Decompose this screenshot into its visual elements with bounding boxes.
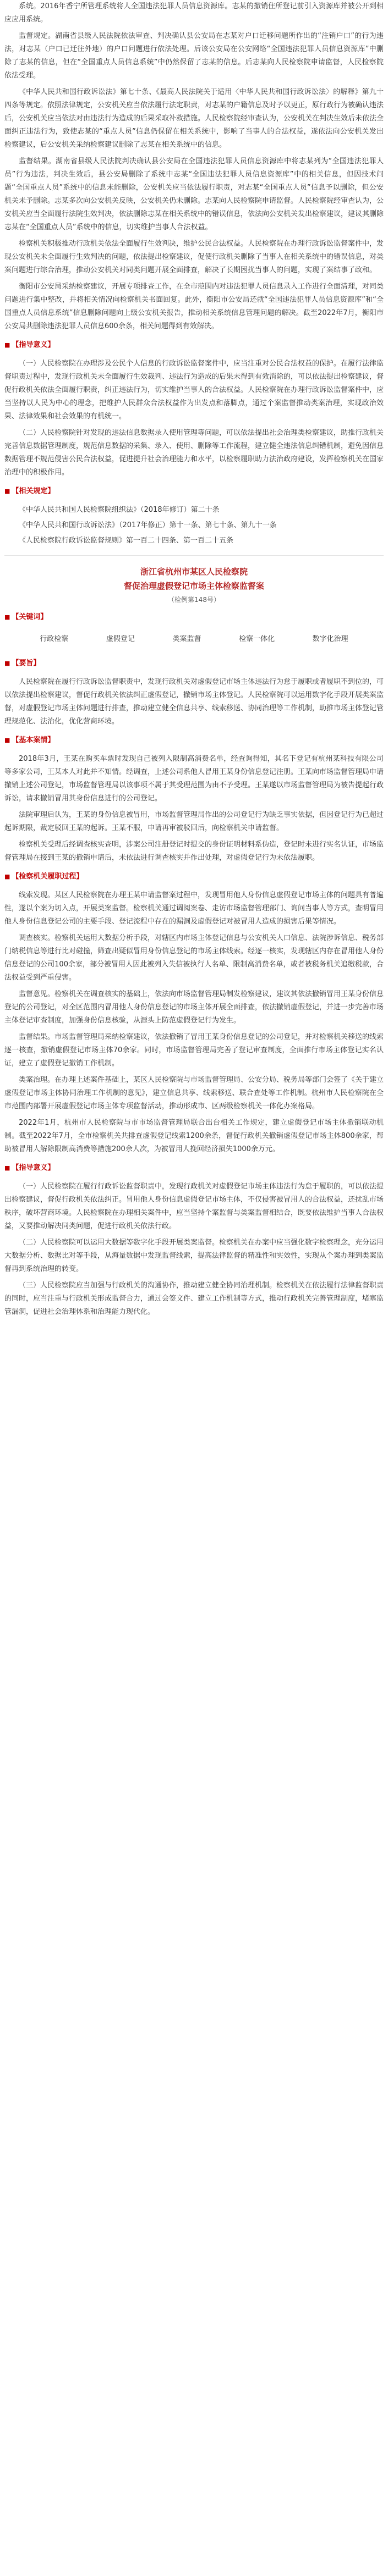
- case2-section: [4, 566, 384, 1319]
- case2-guide-heading: ■ 【指导意义】: [4, 1162, 384, 1175]
- section-marker-icon: ■: [4, 341, 10, 349]
- section-marker-icon: ■: [4, 660, 10, 667]
- section-marker-icon: ■: [4, 613, 10, 621]
- case1-guide-body: [4, 357, 384, 479]
- paragraph: 《中华人民共和国行政诉讼法》（2017年修正）第十一条、第七十条、第九十一条: [19, 521, 277, 529]
- paragraph: 监督结果。湖南省县级人民法院判决确认县公安局在全国违法犯罪人员信息资源库中将志某列为“全国违法犯罪人员”行为违法，判决生效后，县公安局删除了系统中志某“全国违法犯罪人员信息资源库”中的相关信息，但因技术问题“全国重点人员”系统中的信息未能删除，公安机关应当依法履行职责，对志某“全国重点人员”信息予以删除，但公安机关未予删除。志某多次向公安机关反映，公安机关仍未删除。志某向人民检察院申请监督。人民检察院经审查认为，公安机关应当全面履行法院生效判决，依法删除志某在相关系统中的错误信息，依法向公安机关发出检察建议，建议其删除志某在“全国重点人员”系统中的信息，切实维护当事人合法权益。: [4, 157, 384, 231]
- paragraph: （一）人民检察院在办理涉及公民个人信息的行政诉讼监督案件中，应当注重对公民合法权益的保护。在履行法律监督职责过程中，发现行政机关未全面履行生效裁判、违法行为造成的后果未得到有效消除的，可以依法提出检察建议，督促行政机关依法全面履行职责，纠正违法行为，切实维护当事人的合法权益。人民检察院在办理行政诉讼监督案件中，应当坚持以人民为中心的理念，把维护人民群众合法权益作为出发点和落脚点，通过个案监督推动类案治理，实现政治效果、法律效果和社会效果的有机统一。: [4, 360, 384, 421]
- section-marker-icon: ■: [4, 873, 10, 880]
- paragraph: 监督规定。湖南省县级人民法院依法审查、判决确认县公安局在志某对户口迁移问题所作出的“注销户口”的行为违法，对志某（户口已迁往外地）的户口问题进行依法处理。后该公安局在公安网络“全国违法犯罪人员信息资源库”中删除了志某的信息，但在“全国重点人员信息系统”中仍然保留了志某的信息。后志某向人民检察院申请监督，人民检察院依法受理。: [4, 32, 384, 80]
- case1-law-list: [4, 504, 384, 548]
- paragraph: 监督结果。市场监督管理局采纳检察建议，依法撤销了冒用王某身份信息登记的公司登记，并对检察机关移送的线索逐一核查，撤销虚假登记市场主体70余家。同时，市场监督管理局完善了登记审查制度，全面推行市场主体登记实名认证，建立了虚假登记撤销工作机制。: [4, 1033, 384, 1068]
- paragraph: 监督意见。检察机关在调查核实的基础上，依法向市场监督管理局制发检察建议，建议其依法撤销冒用王某身份信息登记的公司登记，对全区范围内冒用他人身份信息登记的市场主体开展全面排查，依法撤销虚假登记，并进一步完善市场主体登记审查制度，加强身份信息核验，从源头上防范虚假登记行为发生。: [4, 990, 384, 1025]
- paragraph: 2018年3月，王某在购买车票时发现自己被列入限制高消费名单，经查询得知，其名下登记有杭州某科技有限公司等多家公司，王某本人对此并不知情。经调查，上述公司系他人冒用王某身份信息登记注册。王某向市场监督管理局申请撤销上述公司登记，市场监督管理局以该事项不属于其受理范围为由不予受理。王某遂以市场监督管理局为被告提起行政诉讼，请求撤销冒用其身份信息进行的公司登记。: [4, 755, 384, 803]
- keyword: 检察一体化: [239, 635, 275, 643]
- case1-law-heading: ■ 【相关规定】: [4, 485, 384, 498]
- paragraph: 《人民检察院行政诉讼监督规则》第一百二十四条、第一百二十五条: [19, 537, 234, 545]
- paragraph: （三）人民检察院应当加强与行政机关的沟通协作，推动建立健全协同治理机制。检察机关在依法履行法律监督职责的同时，应当注重与行政机关形成监督合力，通过会签文件、建立工作机制等方式，推动行政机关完善管理制度，堵塞监管漏洞，促进社会治理体系和治理能力现代化。: [4, 1281, 384, 1316]
- paragraph: 法院审理后认为，王某的身份信息被冒用，市场监督管理局作出的公司登记行为缺乏事实依据，但因登记行为已超过起诉期限，裁定驳回王某的起诉。王某不服，申请再审被驳回后，向检察机关申请监督。: [4, 811, 384, 832]
- keyword: 类案监督: [172, 635, 201, 643]
- paragraph: 《中华人民共和国行政诉讼法》第七十条、《最高人民法院关于适用〈中华人民共和国行政诉讼法〉的解释》第九十四条等规定。依照法律规定，公安机关应当依法履行法定职责，对志某的户籍信息及时予以更正，原行政行为被确认违法后，公安机关应当依法对由违法行为造成的后果采取补救措施。人民检察院经审查认为，公安机关在判决生效后未依法全面纠正违法行为，致使志某的“重点人员”信息仍保留在相关系统中，影响了当事人的合法权益，遂依法向公安机关发出检察建议，后公安机关采纳检察建议删除了志某在相关系统中的信息。: [4, 88, 384, 149]
- paragraph: 2022年1月，杭州市人民检察院与市市场监督管理局联合出台相关工作规定，建立虚假登记市场主体撤销联动机制。截至2022年7月，全市检察机关共排查虚假登记线索1200余条，督促行政机关撤销虚假登记市场主体800余家，帮助被冒用人解除限制高消费等措施200余人次，为被冒用人挽回经济损失1000余万元。: [4, 1119, 384, 1153]
- case2-subtitle: 督促治理虚假登记市场主体检察监督案: [123, 581, 264, 591]
- case2-facts-heading: ■ 【基本案情】: [4, 734, 384, 747]
- keyword-list: [4, 629, 384, 651]
- keyword: 数字化治理: [312, 635, 348, 643]
- paragraph: （一）人民检察院在履行行政诉讼监督职责中，发现行政机关对虚假登记市场主体违法行为怠于履职的，可以依法提出检察建议，督促行政机关依法纠正。冒用他人身份信息虚假登记市场主体，不仅侵害被冒用人的合法权益，还扰乱市场秩序，破坏营商环境。人民检察院在办理相关案件中，应当坚持个案监督与类案监督相结合，既要依法维护当事人合法权益，又要推动解决同类问题，促进行政机关依法行政。: [4, 1182, 384, 1230]
- paragraph: 系统。2016年香宁所管理系统将人全国违法犯罪人员信息资源库。志某的撤销住所登记前引入资源库并被公开到相应应用系统。: [4, 2, 384, 24]
- paragraph: 调查核实。检察机关运用大数据分析手段，对辖区内市场主体登记信息与公安机关人口信息、法院涉诉信息、税务部门纳税信息等进行比对碰撞，筛查出疑似冒用身份信息登记的市场主体线索。经逐一核实，发现辖区内存在冒用他人身份信息登记的公司100余家，部分被冒用人因此被列入失信被执行人名单、限制高消费名单，或者被税务机关追缴税款，合法权益受到严重侵害。: [4, 934, 384, 982]
- case2-work-body: [4, 889, 384, 1156]
- case2-number: （检例第148号）: [168, 596, 220, 604]
- case2-work-heading: ■ 【检察机关履职过程】: [4, 870, 384, 883]
- case2-guide-body: [4, 1180, 384, 1319]
- paragraph: 衡阳市公安局采纳检察建议，开展专项排查工作，在全市范围内对违法犯罪人员信息录入工作进行全面清理，对同类问题进行集中整改，并将相关情况向检察机关书面回复。此外，衡阳市公安局还就“全国违法犯罪人员信息资源库”和“全国重点人员信息系统”信息删除问题向上级公安机关报告，推动相关系统信息管理问题的解决。截至2022年7月，衡阳市公安局共删除违法犯罪人员信息600余条，相关问题得到有效解决。: [4, 283, 384, 330]
- section-marker-icon: ■: [4, 737, 10, 744]
- case1-body: [4, 0, 384, 333]
- case2-gist-heading: ■ 【要旨】: [4, 657, 384, 670]
- paragraph: 线索发现。某区人民检察院在办理王某申请监督案过程中，发现冒用他人身份信息虚假登记市场主体的问题具有普遍性，遂以个案为切入点，开展类案监督。检察机关通过调阅案卷、走访市场监督管理部门、询问当事人等方式，查明冒用他人身份信息登记公司的主要手段、登记流程中存在的漏洞及虚假登记对被冒用人造成的损害后果等情况。: [4, 891, 384, 926]
- paragraph: 检察机关受理后经调查核实查明，涉案公司注册登记时提交的身份证明材料系伪造，登记时未进行实名认证，市场监督管理局在接到王某的撤销申请后，未依法进行调查核实并作出处理，对虚假登记行为未依法履职。: [4, 841, 384, 862]
- paragraph: 类案治理。在办理上述案件基础上，某区人民检察院与市场监督管理局、公安分局、税务局等部门会签了《关于建立虚假登记市场主体协同治理工作机制的意见》，建立信息共享、线索移送、联合查处等工作机制。杭州市人民检察院在全市范围内部署开展虚假登记市场主体专项监督活动，推动形成市、区两级检察机关一体化办案格局。: [4, 1076, 384, 1110]
- case2-title: 浙江省杭州市某区人民检察院: [140, 567, 248, 577]
- keyword: 虚假登记: [106, 635, 135, 643]
- case1-section: [4, 0, 384, 548]
- section-marker-icon: ■: [4, 1164, 10, 1171]
- case2-keywords-heading: ■ 【关键词】: [4, 611, 384, 624]
- case2-gist: 人民检察院在履行行政诉讼监督职责中，发现行政机关对虚假登记市场主体违法行为怠于履职或者履职不到位的，可以依法提出检察建议，督促行政机关依法纠正虚假登记，撤销市场主体登记。人民检察院可以运用数字化手段开展类案监督，对虚假登记市场主体问题进行排查，推动建立健全信息共享、线索移送、协同治理等工作机制，助推市场主体登记管理规范化、法治化，优化营商环境。: [4, 678, 384, 726]
- case-divider: [4, 555, 384, 556]
- keyword: 行政检察: [40, 635, 69, 643]
- paragraph: （二）人民检察院针对发现的违法信息数据录入使用管理等问题，可以依法提出社会治理类检察建议，助推行政机关完善信息数据管理制度，规范信息数据的采集、录入、使用、删除等工作流程，建立健全违法信息纠错机制，避免因信息数据管理不规范侵害公民合法权益，促进提升社会治理能力和水平，以检察履职助力法治政府建设，发挥检察机关在国家治理中的积极作用。: [4, 429, 384, 477]
- case2-facts-body: [4, 753, 384, 865]
- paragraph: 《中华人民共和国人民检察院组织法》（2018年修订）第二十条: [19, 506, 220, 514]
- section-marker-icon: ■: [4, 488, 10, 495]
- case1-guide-heading: ■ 【指导意义】: [4, 339, 384, 352]
- paragraph: 检察机关积极推动行政机关依法全面履行生效判决，维护公民合法权益。人民检察院在办理行政诉讼监督案件中，发现公安机关未全面履行生效判决的问题，依法提出检察建议，促使行政机关删除了当事人在相关系统中的错误信息，对类案问题进行综合治理，推动公安机关对同类问题开展全面排查，解决了长期困扰当事人的问题，实现了案结事了政和。: [4, 240, 384, 274]
- paragraph: （二）人民检察院可以运用大数据等数字化手段开展类案监督。检察机关在办案中应当强化数字检察理念，充分运用大数据分析、数据比对等手段，从海量数据中发现监督线索，提高法律监督的精准性和实效性，实现从个案办理到类案监督再到系统治理的转变。: [4, 1239, 384, 1273]
